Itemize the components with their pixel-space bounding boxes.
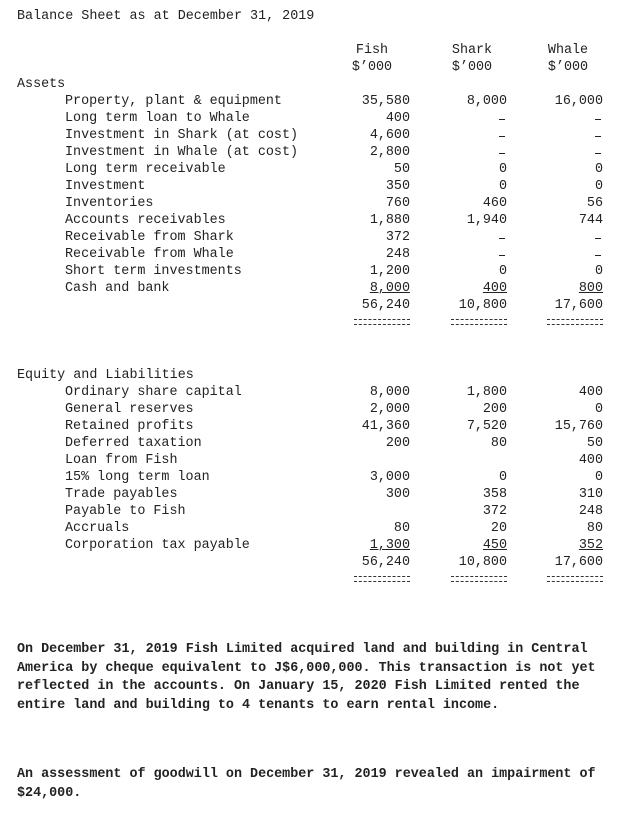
- assets-value-cell: 56: [586, 196, 603, 211]
- column-unit-shark: $’000: [451, 60, 493, 75]
- column-unit-whale: $’000: [547, 60, 589, 75]
- assets-double-underline: [547, 319, 603, 325]
- assets-value-cell: 400: [482, 281, 507, 296]
- assets-value-cell: 248: [385, 247, 410, 262]
- note-goodwill-impairment: An assessment of goodwill on December 31, 2019 revealed an impairment of $24,000.: [17, 767, 596, 801]
- assets-value-cell: 0: [594, 179, 603, 194]
- assets-dash-cell: [499, 136, 505, 137]
- equity-row-label: Trade payables: [65, 487, 178, 502]
- assets-total-cell: 17,600: [554, 298, 603, 313]
- assets-value-cell: 350: [385, 179, 410, 194]
- assets-dash-cell: [595, 153, 601, 154]
- assets-value-cell: 400: [385, 111, 410, 126]
- assets-row-label: Long term loan to Whale: [65, 111, 250, 126]
- assets-dash-cell: [499, 153, 505, 154]
- equity-value-cell: 400: [578, 385, 603, 400]
- equity-value-cell: 400: [578, 453, 603, 468]
- assets-value-cell: 460: [482, 196, 507, 211]
- assets-heading: Assets: [17, 77, 66, 92]
- assets-value-cell: 744: [578, 213, 603, 228]
- equity-row-label: 15% long term loan: [65, 470, 210, 485]
- equity-row-label: Loan from Fish: [65, 453, 178, 468]
- assets-total-cell: 10,800: [458, 298, 507, 313]
- assets-value-cell: 372: [385, 230, 410, 245]
- assets-dash-cell: [595, 255, 601, 256]
- assets-value-cell: 0: [498, 264, 507, 279]
- equity-row-label: Retained profits: [65, 419, 194, 434]
- equity-value-cell: 80: [490, 436, 507, 451]
- assets-value-cell: 760: [385, 196, 410, 211]
- equity-value-cell: 358: [482, 487, 507, 502]
- assets-row-label: Inventories: [65, 196, 154, 211]
- assets-dash-cell: [595, 238, 601, 239]
- equity-value-cell: 20: [490, 521, 507, 536]
- equity-row-label: General reserves: [65, 402, 194, 417]
- equity-value-cell: 0: [594, 402, 603, 417]
- equity-total-cell: 17,600: [554, 555, 603, 570]
- equity-value-cell: 80: [586, 521, 603, 536]
- equity-value-cell: 248: [578, 504, 603, 519]
- equity-row-label: Payable to Fish: [65, 504, 186, 519]
- page-title: Balance Sheet as at December 31, 2019: [17, 9, 315, 24]
- equity-value-cell: 200: [385, 436, 410, 451]
- equity-row-label: Accruals: [65, 521, 130, 536]
- assets-value-cell: 0: [594, 264, 603, 279]
- assets-value-cell: 800: [578, 281, 603, 296]
- equity-total-cell: 10,800: [458, 555, 507, 570]
- equity-value-cell: 300: [385, 487, 410, 502]
- equity-value-cell: 2,000: [369, 402, 410, 417]
- assets-value-cell: 50: [393, 162, 410, 177]
- assets-row-label: Receivable from Whale: [65, 247, 234, 262]
- equity-value-cell: 1,800: [466, 385, 507, 400]
- equity-value-cell: 0: [498, 470, 507, 485]
- equity-row-label: Corporation tax payable: [65, 538, 250, 553]
- assets-dash-cell: [595, 119, 601, 120]
- column-header-shark: Shark: [451, 43, 493, 58]
- assets-dash-cell: [499, 238, 505, 239]
- equity-double-underline: [354, 576, 410, 582]
- assets-row-label: Short term investments: [65, 264, 242, 279]
- column-header-fish: Fish: [355, 43, 389, 58]
- assets-value-cell: 0: [498, 162, 507, 177]
- equity-value-cell: 200: [482, 402, 507, 417]
- column-unit-fish: $’000: [351, 60, 393, 75]
- assets-row-label: Long term receivable: [65, 162, 226, 177]
- assets-dash-cell: [499, 255, 505, 256]
- equity-value-cell: 50: [586, 436, 603, 451]
- assets-value-cell: 8,000: [369, 281, 410, 296]
- equity-double-underline: [451, 576, 507, 582]
- equity-value-cell: 15,760: [554, 419, 603, 434]
- equity-double-underline: [547, 576, 603, 582]
- equity-value-cell: 372: [482, 504, 507, 519]
- column-header-whale: Whale: [547, 43, 589, 58]
- equity-value-cell: 7,520: [466, 419, 507, 434]
- assets-value-cell: 1,880: [369, 213, 410, 228]
- assets-row-label: Investment: [65, 179, 146, 194]
- assets-total-cell: 56,240: [361, 298, 410, 313]
- assets-row-label: Cash and bank: [65, 281, 170, 296]
- assets-value-cell: 4,600: [369, 128, 410, 143]
- equity-value-cell: 352: [578, 538, 603, 553]
- assets-value-cell: 0: [498, 179, 507, 194]
- equity-row-label: Ordinary share capital: [65, 385, 242, 400]
- assets-row-label: Investment in Shark (at cost): [65, 128, 299, 143]
- assets-double-underline: [451, 319, 507, 325]
- equity-total-cell: 56,240: [361, 555, 410, 570]
- assets-dash-cell: [499, 119, 505, 120]
- assets-double-underline: [354, 319, 410, 325]
- assets-value-cell: 0: [594, 162, 603, 177]
- assets-value-cell: 1,940: [466, 213, 507, 228]
- equity-value-cell: 80: [393, 521, 410, 536]
- equity-value-cell: 310: [578, 487, 603, 502]
- assets-value-cell: 35,580: [361, 94, 410, 109]
- equity-value-cell: 3,000: [369, 470, 410, 485]
- equity-value-cell: 41,360: [361, 419, 410, 434]
- assets-row-label: Accounts receivables: [65, 213, 226, 228]
- assets-dash-cell: [595, 136, 601, 137]
- note-land-acquisition: On December 31, 2019 Fish Limited acquired land and building in Central America by cheque equivalent to J$6,000,000. This transaction is not yet reflected in the accounts. On January 15, 2020 Fish Limited rented the entire land and building to 4 tenants to earn rental income.: [17, 642, 596, 713]
- equity-value-cell: 1,300: [369, 538, 410, 553]
- assets-value-cell: 2,800: [369, 145, 410, 160]
- assets-value-cell: 16,000: [554, 94, 603, 109]
- assets-row-label: Receivable from Shark: [65, 230, 234, 245]
- equity-row-label: Deferred taxation: [65, 436, 202, 451]
- equity-value-cell: 0: [594, 470, 603, 485]
- assets-value-cell: 8,000: [466, 94, 507, 109]
- assets-value-cell: 1,200: [369, 264, 410, 279]
- assets-row-label: Investment in Whale (at cost): [65, 145, 299, 160]
- equity-heading: Equity and Liabilities: [17, 368, 194, 383]
- assets-row-label: Property, plant & equipment: [65, 94, 282, 109]
- equity-value-cell: 450: [482, 538, 507, 553]
- equity-value-cell: 8,000: [369, 385, 410, 400]
